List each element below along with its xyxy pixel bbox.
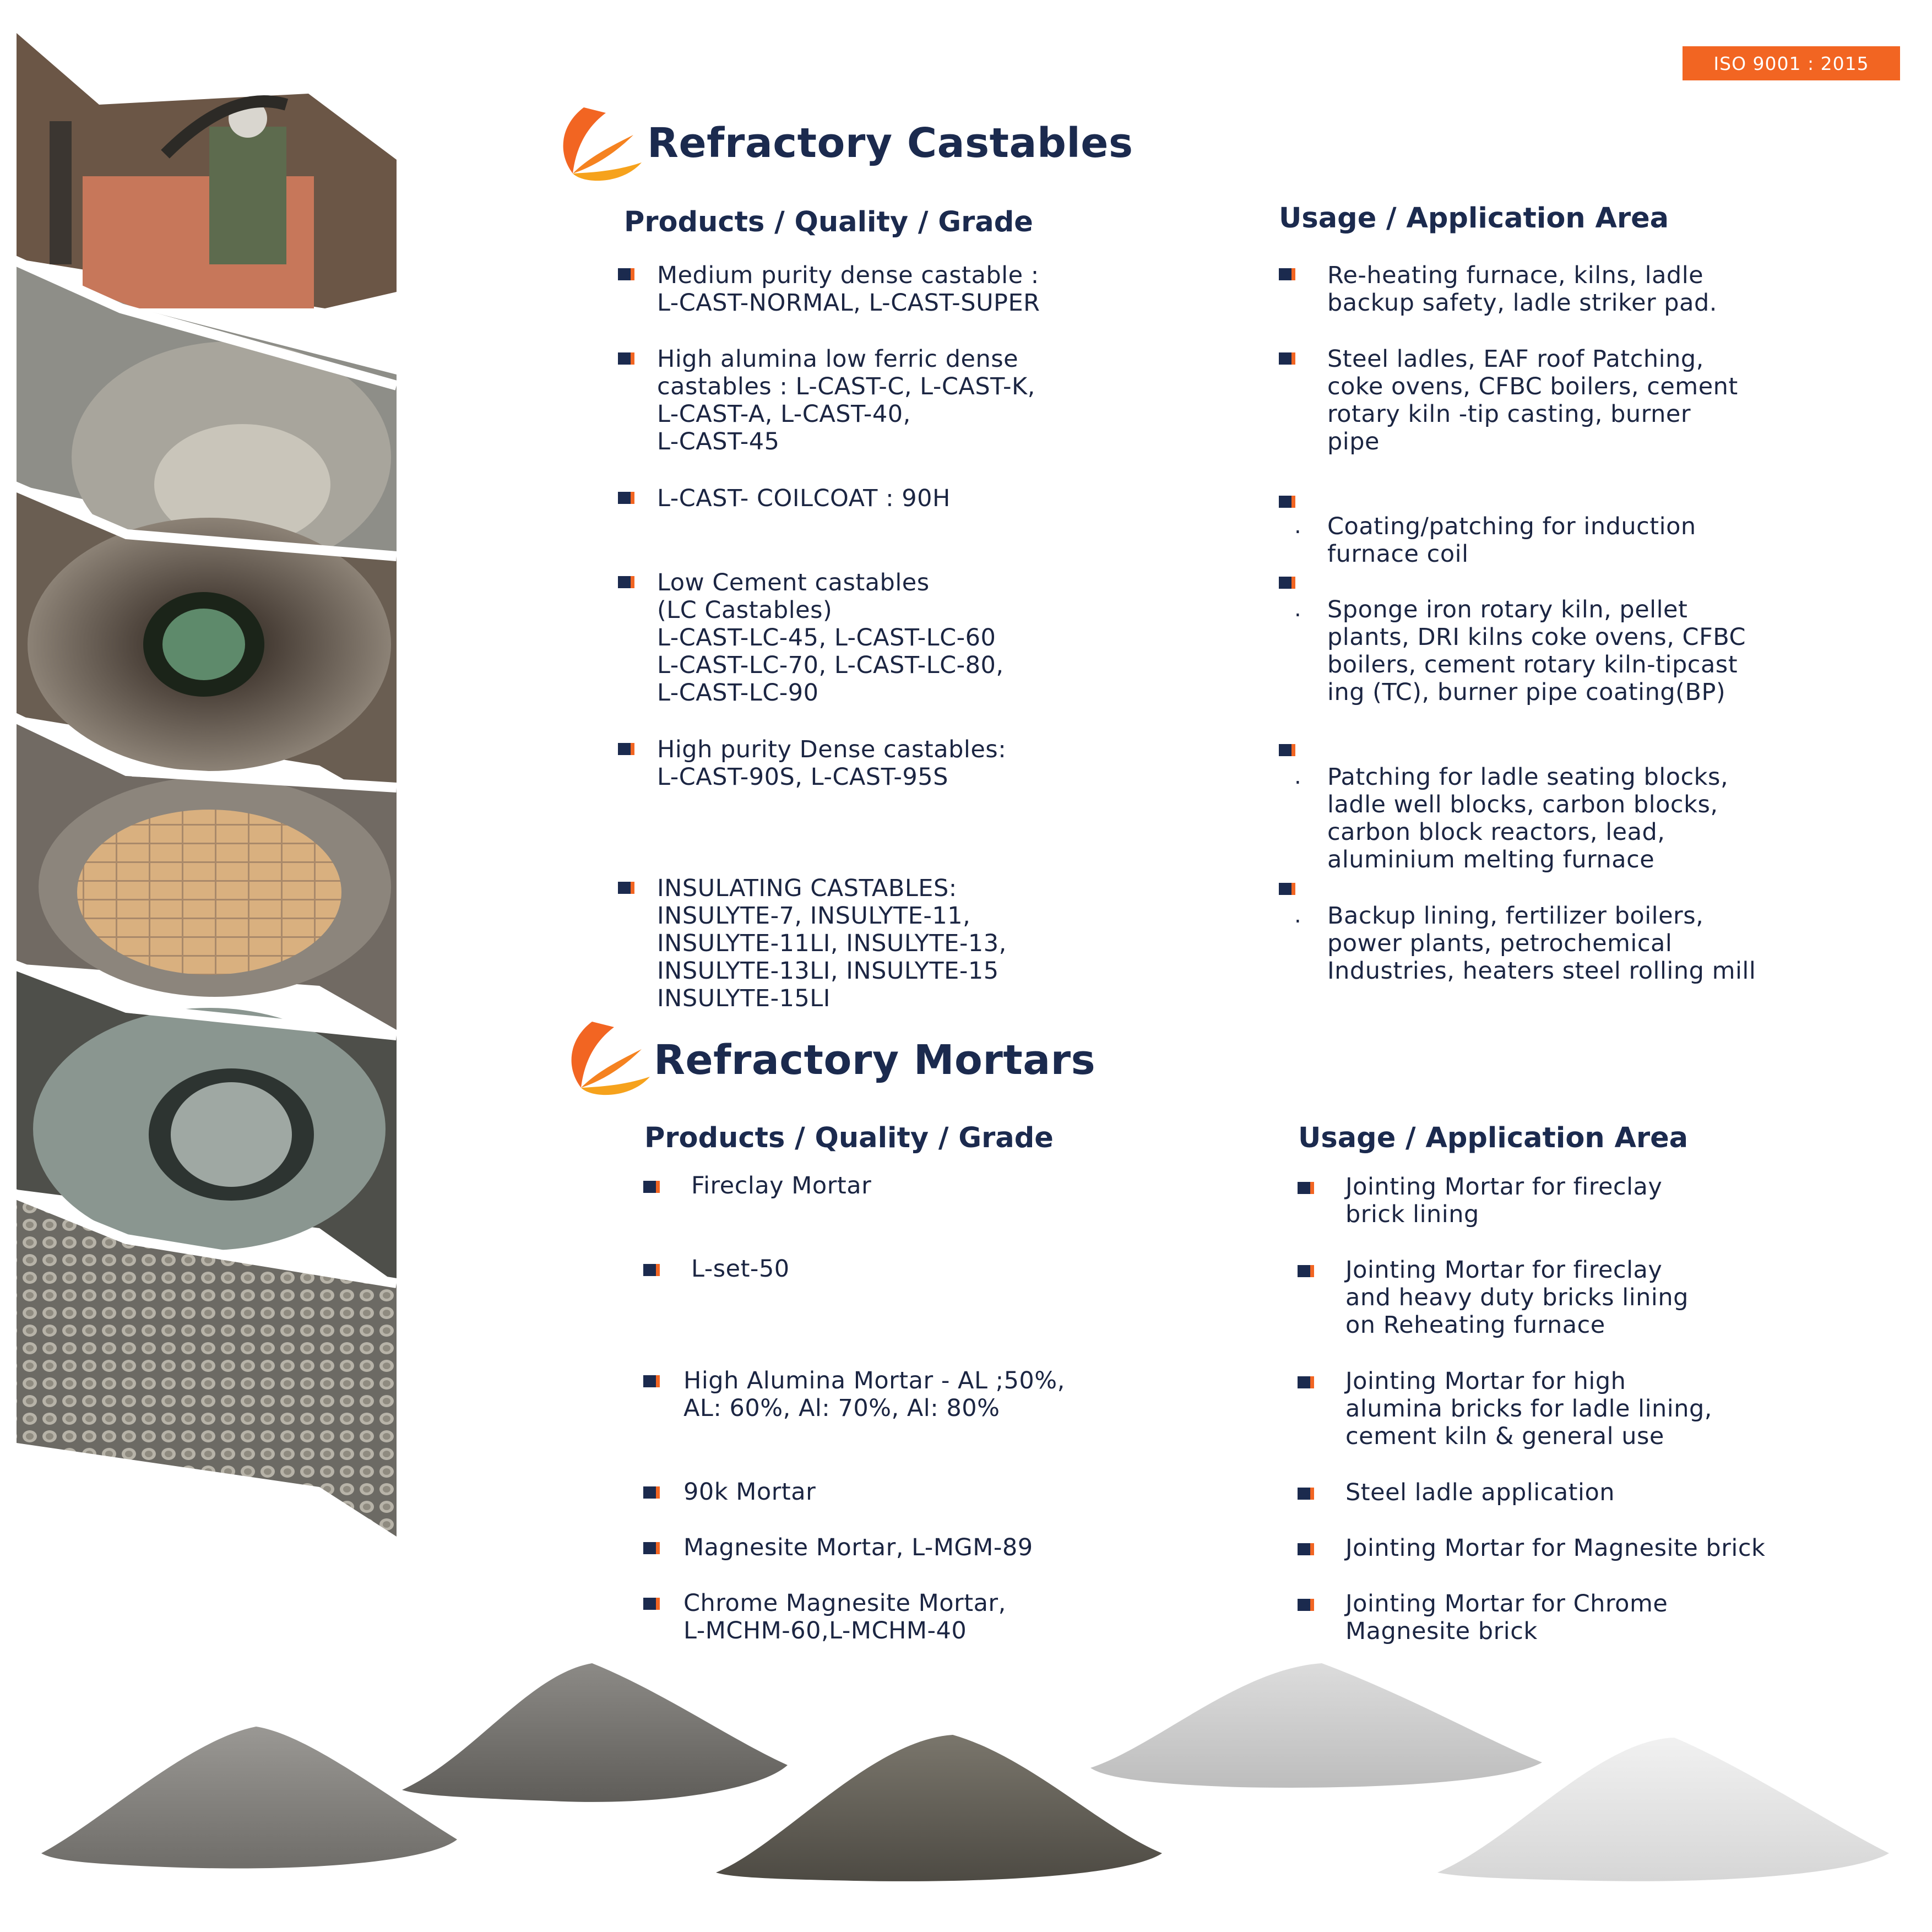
dot-marker: . (1294, 513, 1301, 539)
mortars-logo-icon (559, 1016, 653, 1099)
list-item: Low Cement castables (LC Castables) L-CAST-LC-45, L-CAST-LC-60 L-CAST-LC-70, L-CAST-LC-80, L-CAST-LC-90 (657, 569, 1004, 707)
bullet-icon (618, 882, 634, 894)
castables-title: Refractory Castables (647, 120, 1133, 167)
bullet-icon (1279, 268, 1295, 280)
bullet-icon (618, 268, 634, 280)
bullet-icon (643, 1598, 660, 1610)
list-item: Medium purity dense castable : L-CAST-NORMAL, L-CAST-SUPER (657, 262, 1040, 317)
list-item: Patching for ladle seating blocks, ladle well blocks, carbon blocks, carbon block reactors, lead, aluminium melting furnace (1327, 763, 1729, 873)
bullet-icon (1298, 1599, 1314, 1611)
list-item: Jointing Mortar for fireclay and heavy duty bricks lining on Reheating furnace (1345, 1256, 1689, 1339)
list-item: Chrome Magnesite Mortar, L-MCHM-60,L-MCHM-40 (683, 1589, 1006, 1645)
list-item: Magnesite Mortar, L-MGM-89 (683, 1534, 1033, 1561)
list-item: Jointing Mortar for high alumina bricks for ladle lining, cement kiln & general use (1345, 1367, 1712, 1450)
list-item: Sponge iron rotary kiln, pellet plants, DRI kilns coke ovens, CFBC boilers, cement rotary kiln-tipcast ing (TC), burner pipe coating(BP) (1327, 596, 1746, 706)
bullet-icon (643, 1181, 660, 1193)
list-item: L-set-50 (691, 1255, 790, 1283)
bullet-icon (1298, 1543, 1314, 1555)
list-item: L-CAST- COILCOAT : 90H (657, 485, 951, 512)
bullet-icon (618, 743, 634, 755)
list-item: Steel ladles, EAF roof Patching, coke ovens, CFBC boilers, cement rotary kiln -tip casting, burner pipe (1327, 345, 1738, 455)
list-item: Backup lining, fertilizer boilers, power plants, petrochemical Industries, heaters steel rolling mill (1327, 902, 1756, 985)
castables-usage-heading: Usage / Application Area (1279, 202, 1669, 235)
list-item: High purity Dense castables: L-CAST-90S, L-CAST-95S (657, 736, 1007, 791)
mortars-products-heading: Products / Quality / Grade (644, 1122, 1054, 1154)
bullet-icon (1298, 1376, 1314, 1388)
mortars-usage-heading: Usage / Application Area (1298, 1122, 1689, 1154)
dot-marker: . (1294, 903, 1301, 928)
powder-piles-image (0, 1630, 1932, 1932)
list-item: 90k Mortar (683, 1478, 816, 1506)
list-item: Fireclay Mortar (691, 1172, 872, 1200)
bullet-icon (1279, 744, 1295, 756)
bullet-icon (1279, 577, 1295, 589)
bullet-icon (618, 352, 634, 365)
bullet-icon (643, 1542, 660, 1554)
list-item: Jointing Mortar for fireclay brick lining (1345, 1173, 1663, 1228)
bullet-icon (643, 1486, 660, 1499)
industrial-photo-strip (0, 0, 402, 1537)
iso-badge: ISO 9001 : 2015 (1683, 46, 1900, 80)
bullet-icon (643, 1375, 660, 1387)
bullet-icon (1298, 1182, 1314, 1194)
bullet-icon (1279, 883, 1295, 895)
list-item: Jointing Mortar for Magnesite brick (1345, 1534, 1766, 1562)
powder-pile-3 (716, 1735, 1162, 1881)
castables-logo-icon (551, 102, 644, 184)
bullet-icon (1298, 1488, 1314, 1500)
bullet-icon (618, 576, 634, 588)
dot-marker: . (1294, 596, 1301, 622)
list-item: Coating/patching for induction furnace coil (1327, 513, 1696, 568)
powder-pile-1 (41, 1727, 457, 1869)
powder-pile-2 (402, 1663, 788, 1802)
bullet-icon (1298, 1265, 1314, 1277)
castables-products-heading: Products / Quality / Grade (624, 206, 1033, 238)
list-item: High Alumina Mortar - AL ;50%, AL: 60%, Al: 70%, Al: 80% (683, 1367, 1065, 1422)
list-item: High alumina low ferric dense castables : L-CAST-C, L-CAST-K, L-CAST-A, L-CAST-40, L-CAST-45 (657, 345, 1035, 455)
list-item: Steel ladle application (1345, 1479, 1615, 1506)
list-item: Jointing Mortar for Chrome Magnesite brick (1345, 1590, 1668, 1645)
worker-gunning-photo (17, 33, 397, 308)
list-item: INSULATING CASTABLES: INSULYTE-7, INSULYTE-11, INSULYTE-11LI, INSULYTE-13, INSULYTE-13LI, INSULYTE-15 INSULYTE-15LI (657, 875, 1007, 1012)
bullet-icon (618, 492, 634, 504)
powder-pile-4 (1090, 1663, 1542, 1788)
bullet-icon (643, 1264, 660, 1276)
bullet-icon (1279, 352, 1295, 365)
dot-marker: . (1294, 764, 1301, 789)
bullet-icon (1279, 496, 1295, 508)
mortars-title: Refractory Mortars (654, 1036, 1096, 1084)
list-item: Re-heating furnace, kilns, ladle backup safety, ladle striker pad. (1327, 262, 1717, 317)
